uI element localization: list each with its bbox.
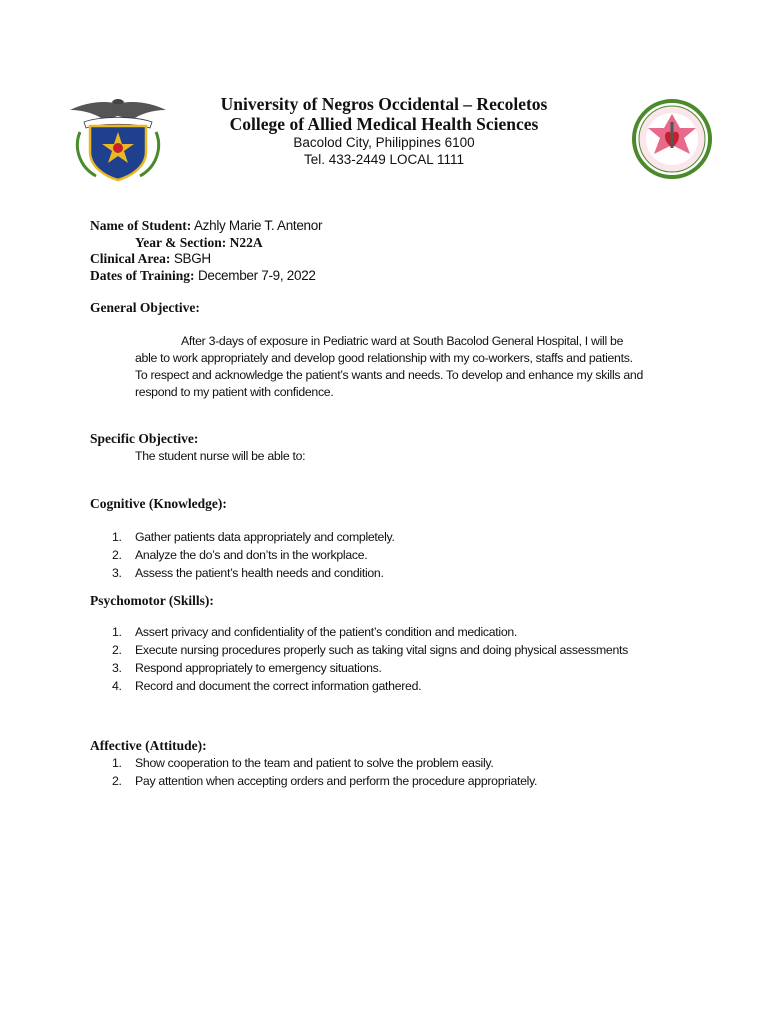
affective-heading: Affective (Attitude): <box>90 738 207 753</box>
clinical-area-value: SBGH <box>170 251 211 266</box>
list-item: 1. Show cooperation to the team and patient to solve the problem easily. <box>112 756 494 770</box>
training-dates-label: Dates of Training: <box>90 268 195 283</box>
college-name: College of Allied Medical Health Sciences <box>229 114 539 134</box>
psychomotor-heading: Psychomotor (Skills): <box>90 593 214 608</box>
training-dates-line <box>90 268 316 284</box>
paragraph-line: respond to my patient with confidence. <box>135 385 334 399</box>
specific-objective-intro: The student nurse will be able to: <box>135 449 306 463</box>
student-name-value: Azhly Marie T. Antenor <box>191 218 323 233</box>
university-seal-icon <box>66 96 170 184</box>
university-name: University of Negros Occidental – Recoletos <box>220 94 548 114</box>
document-header <box>180 94 588 168</box>
year-section-label: Year & Section: N22A <box>135 235 263 250</box>
list-item: 2. Analyze the do’s and don’ts in the workplace. <box>112 548 368 562</box>
address-line: Bacolod City, Philippines 6100 <box>293 135 475 150</box>
paragraph-line: After 3-days of exposure in Pediatric ward at South Bacolod General Hospital, I will be <box>181 334 624 348</box>
student-name-label: Name of Student: <box>90 218 192 233</box>
student-name-line <box>90 218 322 234</box>
training-dates-value: December 7-9, 2022 <box>194 268 316 283</box>
specific-objective-heading: Specific Objective: <box>90 431 199 446</box>
list-item: 2. Pay attention when accepting orders and perform the procedure appropriately. <box>112 774 538 788</box>
psychomotor-list <box>112 623 628 695</box>
list-item: 2. Execute nursing procedures properly such as taking vital signs and doing physical assessments <box>112 643 628 657</box>
cognitive-heading: Cognitive (Knowledge): <box>90 496 227 511</box>
cognitive-list <box>112 528 395 582</box>
list-item: 1. Gather patients data appropriately and completely. <box>112 530 395 544</box>
list-item: 3. Assess the patient’s health needs and condition. <box>112 566 384 580</box>
list-item: 4. Record and document the correct information gathered. <box>112 679 422 693</box>
list-item: 3. Respond appropriately to emergency situations. <box>112 661 382 675</box>
general-objective-paragraph <box>135 333 695 401</box>
paragraph-line: To respect and acknowledge the patient’s wants and needs. To develop and enhance my skills and <box>135 368 643 382</box>
college-seal-icon <box>624 98 720 180</box>
paragraph-line: able to work appropriately and develop good relationship with my co-workers, staffs and patients. <box>135 351 633 365</box>
clinical-area-line <box>90 251 211 267</box>
general-objective-heading: General Objective: <box>90 300 200 315</box>
year-section-line <box>135 235 263 251</box>
list-item: 1. Assert privacy and confidentiality of the patient’s condition and medication. <box>112 625 518 639</box>
affective-list <box>112 754 537 790</box>
clinical-area-label: Clinical Area: <box>90 251 171 266</box>
phone-line: Tel. 433-2449 LOCAL 1111 <box>303 152 465 167</box>
